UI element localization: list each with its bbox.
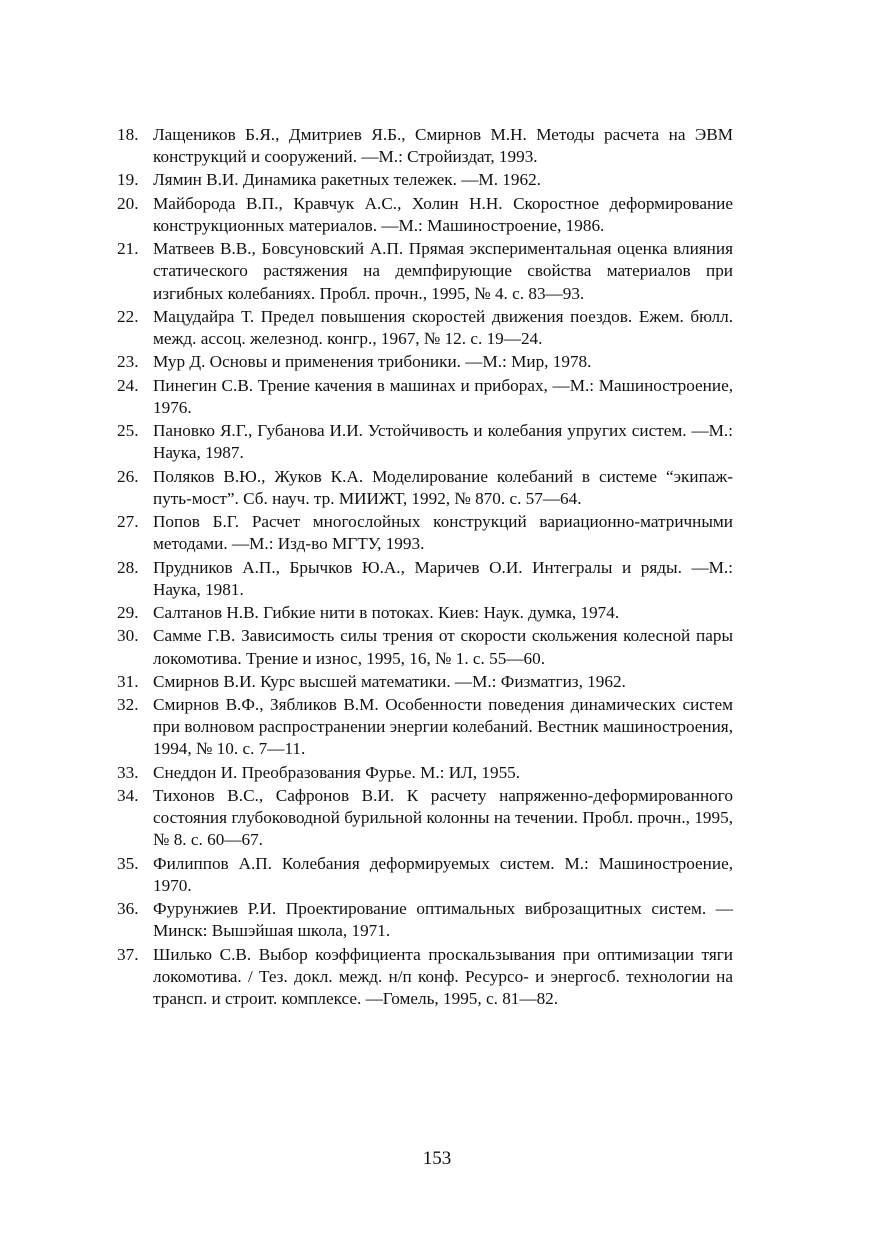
reference-text: Пинегин С.В. Трение качения в машинах и приборах, —М.: Машиностроение, 1976. [153, 375, 733, 417]
reference-number: 25. [117, 421, 139, 441]
reference-number: 33. [117, 762, 139, 782]
reference-text: Лащеников Б.Я., Дмитриев Я.Б., Смирнов М.Н. Методы расчета на ЭВМ конструкций и сооружений. —М.: Стройиздат, 1993. [153, 125, 733, 167]
reference-item [117, 351, 733, 373]
reference-list [117, 124, 733, 1011]
reference-text: Смирнов В.Ф., Зябликов В.М. Особенности поведения динамических систем при волновом распространении энергии колебаний. Вестник машиностроения, 1994, № 10. с. 7—11. [153, 694, 733, 759]
reference-item [117, 944, 733, 1011]
reference-text: Попов Б.Г. Расчет многослойных конструкций вариационно-матричными методами. —М.: Изд-во МГТУ, 1993. [153, 512, 733, 554]
reference-item [117, 511, 733, 556]
reference-number: 35. [117, 853, 139, 873]
page-number: 153 [422, 1148, 452, 1169]
reference-text: Пановко Я.Г., Губанова И.И. Устойчивость и колебания упругих систем. —М.: Наука, 1987. [153, 421, 733, 463]
reference-number: 22. [117, 306, 139, 326]
reference-number: 30. [117, 626, 139, 646]
reference-number: 31. [117, 671, 139, 691]
reference-text: Тихонов В.С., Сафронов В.И. К расчету напряженно-деформированного состояния глубоководной бурильной колонны на течении. Пробл. прочн., 1995, № 8. с. 60—67. [153, 785, 733, 850]
reference-item [117, 853, 733, 898]
reference-item [117, 169, 733, 191]
reference-text: Лямин В.И. Динамика ракетных тележек. —М. 1962. [153, 170, 541, 190]
reference-item [117, 898, 733, 943]
reference-text: Салтанов Н.В. Гибкие нити в потоках. Киев: Наук. думка, 1974. [153, 603, 620, 623]
reference-text: Снеддон И. Преобразования Фурье. М.: ИЛ, 1955. [153, 762, 521, 782]
reference-number: 21. [117, 239, 139, 259]
reference-number: 28. [117, 557, 139, 577]
reference-item [117, 785, 733, 852]
reference-item [117, 124, 733, 169]
reference-text: Мур Д. Основы и применения трибоники. —М.: Мир, 1978. [153, 352, 592, 372]
reference-number: 19. [117, 170, 139, 190]
reference-item [117, 238, 733, 305]
reference-item [117, 557, 733, 602]
reference-text: Самме Г.В. Зависимость силы трения от скорости скольжения колесной пары локомотива. Трение и износ, 1995, 16, № 1. с. 55—60. [153, 626, 733, 668]
reference-item [117, 602, 733, 624]
reference-number: 34. [117, 785, 139, 805]
reference-number: 27. [117, 512, 139, 532]
reference-item [117, 762, 733, 784]
reference-text: Прудников А.П., Брычков Ю.А., Маричев О.И. Интегралы и ряды. —М.: Наука, 1981. [153, 557, 733, 599]
reference-text: Филиппов А.П. Колебания деформируемых систем. М.: Машиностроение, 1970. [153, 853, 733, 895]
reference-item [117, 625, 733, 670]
reference-item [117, 420, 733, 465]
reference-number: 32. [117, 694, 139, 714]
reference-item [117, 671, 733, 693]
reference-text: Мацудайра Т. Предел повышения скоростей движения поездов. Ежем. бюлл. межд. ассоц. железнод. конгр., 1967, № 12. с. 19—24. [153, 306, 733, 349]
reference-item [117, 375, 733, 420]
reference-text: Фурунжиев Р.И. Проектирование оптимальных виброзащитных систем. —Минск: Вышэйшая школа, 1971. [153, 899, 733, 941]
reference-number: 18. [117, 125, 139, 144]
reference-text: Матвеев В.В., Бовсуновский А.П. Прямая экспериментальная оценка влияния статического растяжения на демпфирующие свойства материалов при изгибных колебаниях. Пробл. прочн., 1995, № 4. с. 83—93. [153, 239, 733, 303]
reference-text: Шилько С.В. Выбор коэффициента проскальзывания при оптимизации тяги локомотива. / Тез. докл. межд. н/п конф. Ресурсо- и энергосб. технологии на трансп. и строит. комплексе. —Гомель, 1995, с. 81—82. [153, 944, 733, 1009]
reference-number: 29. [117, 603, 139, 623]
reference-number: 26. [117, 466, 139, 486]
reference-number: 37. [117, 944, 139, 964]
reference-item [117, 694, 733, 761]
reference-number: 23. [117, 352, 139, 372]
reference-item [117, 193, 733, 238]
reference-item [117, 306, 733, 351]
reference-item [117, 466, 733, 511]
reference-number: 24. [117, 375, 139, 395]
reference-number: 36. [117, 899, 139, 919]
reference-number: 20. [117, 193, 139, 213]
reference-text: Смирнов В.И. Курс высшей математики. —М.: Физматгиз, 1962. [153, 671, 626, 691]
reference-text: Поляков В.Ю., Жуков К.А. Моделирование колебаний в системе “экипаж-путь-мост”. Сб. науч. тр. МИИЖТ, 1992, № 870. с. 57—64. [153, 466, 733, 508]
reference-text: Майборода В.П., Кравчук А.С., Холин Н.Н. Скоростное деформирование конструкционных материалов. —М.: Машиностроение, 1986. [153, 193, 733, 235]
